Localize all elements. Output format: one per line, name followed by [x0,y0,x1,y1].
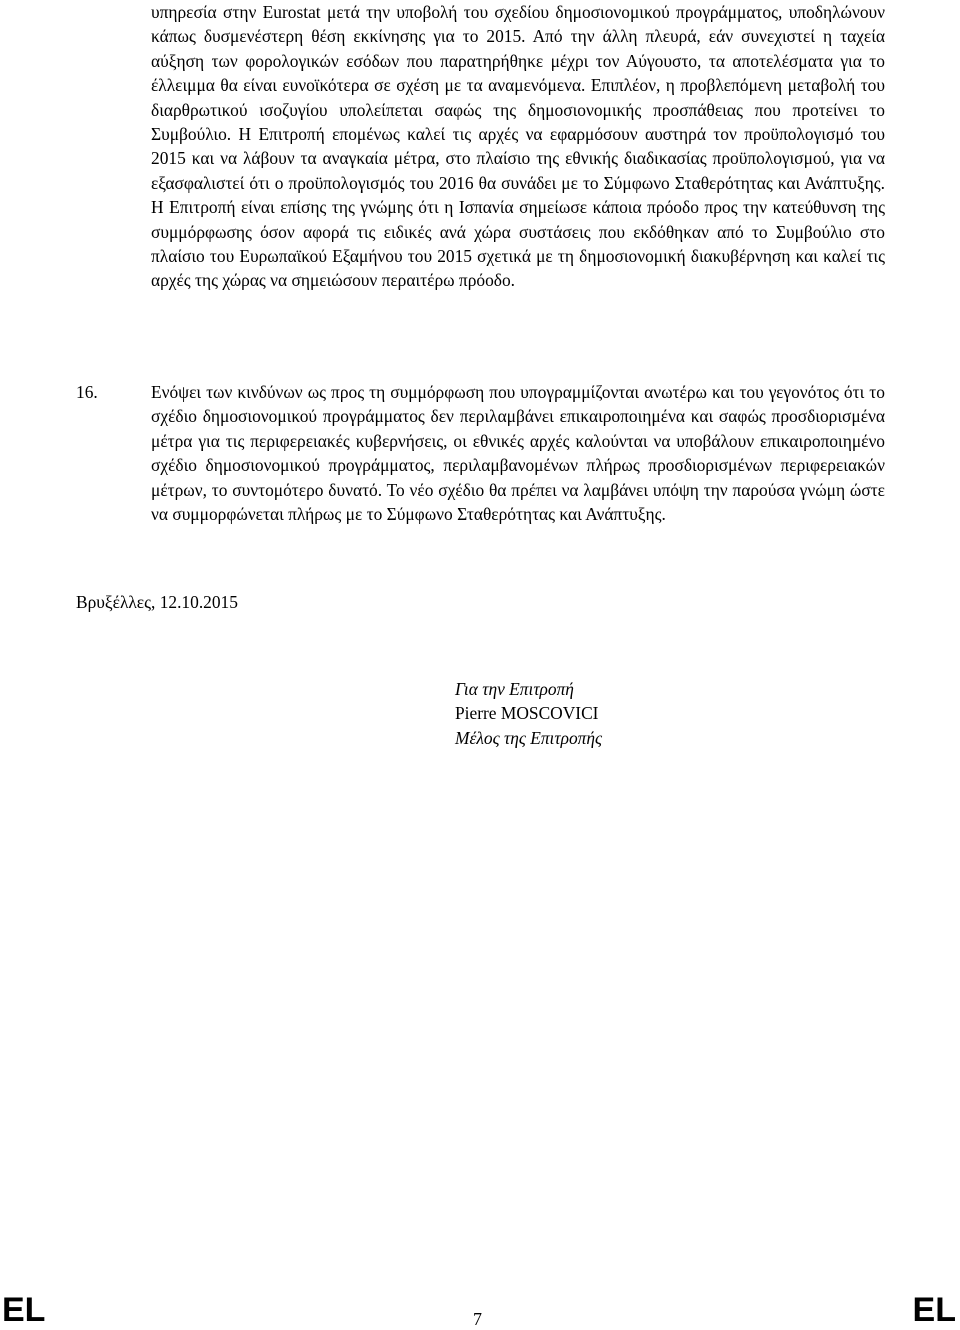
signature-block [455,677,602,750]
signature-title: Μέλος της Επιτροπής [455,727,603,748]
signature-name: Pierre MOSCOVICI [455,703,599,724]
page-number: 7 [473,1309,482,1329]
place-date: Βρυξέλλες, 12.10.2015 [76,592,238,612]
paragraph-number: 16. [76,382,98,402]
signature-for-commission: Για την Επιτροπή [455,679,574,699]
footer-language-left: EL [2,1291,46,1329]
footer-language-right: EL [912,1291,956,1329]
paragraph-16-text: Ενόψει των κινδύνων ως προς τη συμμόρφωση που υπογραμμίζονται ανωτέρω και του γεγονότος ότι το σχέδιο δημοσιονομικού προγράμματος δεν περιλαμβάνει επικαιροποιημένα και σαφώς προσδιορισμένα μέτρα για τις περιφερειακές κυβερνήσεις, οι εθνικές αρχές καλούνται να υποβάλουν επικαιροποιημένο σχέδιο δημοσιονομικού προγράμματος, περιλαμβανομένων πλήρως προσδιορισμένων περιφερειακών μέτρων, το συντομότερο δυνατό. Το νέο σχέδιο θα πρέπει να λαμβάνει υπόψη την παρούσα γνώμη ώστε να συμμορφώνεται πλήρως με το Σύμφωνο Σταθερότητας και Ανάπτυξης. [151,382,885,525]
continuation-paragraph: υπηρεσία στην Eurostat μετά την υποβολή του σχεδίου δημοσιονομικού προγράμματος, υποδηλώνουν κάπως δυσμενέστερη θέση εκκίνησης για το 2015. Από την άλλη πλευρά, εάν συνεχιστεί η ταχεία αύξηση των φορολογικών εσόδων που παρατηρήθηκε μέχρι τον Αύγουστο, τα αποτελέσματα για το έλλειμμα θα είναι ευνοϊκότερα σε σχέση με τα αναμενόμενα. Επιπλέον, η προβλεπόμενη μεταβολή του διαρθρωτικού ισοζυγίου υπολείπεται σαφώς της δημοσιονομικής προσπάθειας που προτείνει το Συμβούλιο. Η Επιτροπή επομένως καλεί τις αρχές να εφαρμόσουν αυστηρά τον προϋπολογισμό του 2015 και να λάβουν τα αναγκαία μέτρα, στο πλαίσιο της εθνικής διαδικασίας προϋπολογισμού, για να εξασφαλιστεί ότι ο προϋπολογισμός του 2016 θα συνάδει με το Σύμφωνο Σταθερότητας και Ανάπτυξης. Η Επιτροπή είναι επίσης της γνώμης ότι η Ισπανία σημείωσε κάποια πρόοδο προς την κατεύθυνση της συμμόρφωσης όσον αφορά τις ειδικές ανά χώρα συστάσεις που εκδόθηκαν από το Συμβούλιο στο πλαίσιο του Ευρωπαϊκού Εξαμήνου του 2015 σχετικά με τη δημοσιονομική διακυβέρνηση και καλεί τις αρχές της χώρας να σημειώσουν περαιτέρω πρόοδο. [151,2,885,291]
